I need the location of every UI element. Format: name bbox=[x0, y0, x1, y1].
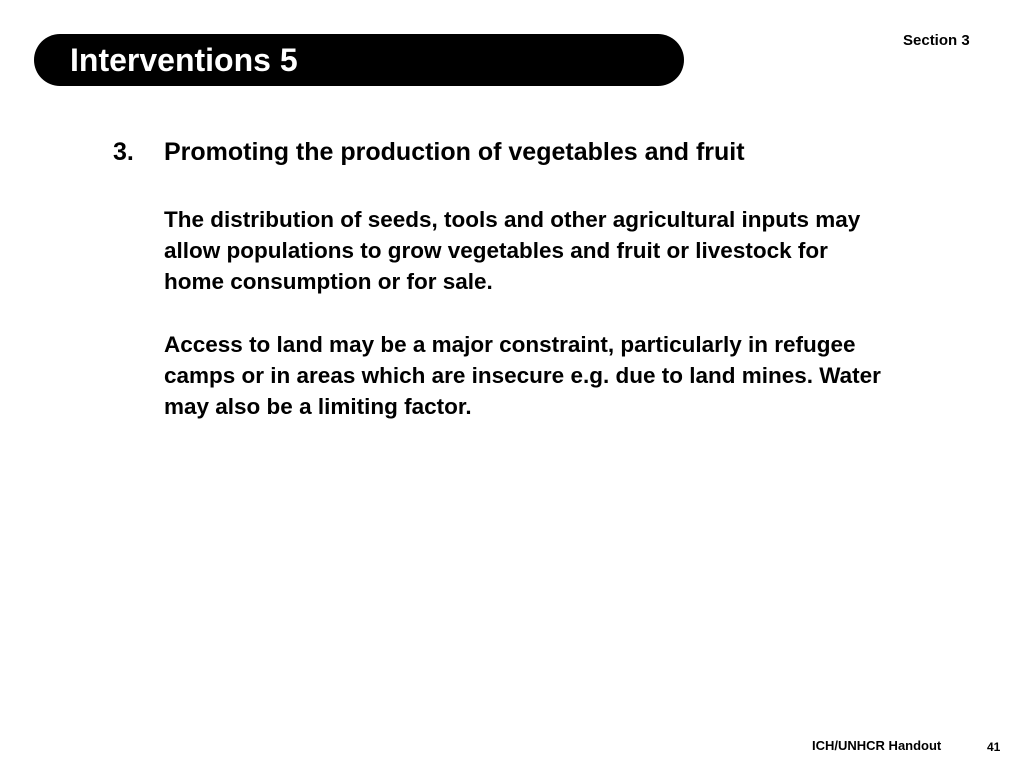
page-number: 41 bbox=[987, 740, 1001, 754]
section-label: Section 3 bbox=[903, 32, 970, 49]
paragraph-access-to-land: Access to land may be a major constraint, particularly in refugee camps or in areas which are insecure e.g. due to land mines. Water may also be a limiting factor. bbox=[164, 332, 881, 419]
item-number: 3. bbox=[113, 138, 134, 166]
slide-title: Interventions 5 bbox=[70, 42, 298, 78]
title-bar bbox=[34, 34, 684, 86]
item-heading: Promoting the production of vegetables and fruit bbox=[164, 138, 745, 166]
paragraph-distribution: The distribution of seeds, tools and other agricultural inputs may allow populations to grow vegetables and fruit or livestock for home consumption or for sale. bbox=[164, 207, 861, 294]
footer-source: ICH/UNHCR Handout bbox=[812, 738, 942, 753]
